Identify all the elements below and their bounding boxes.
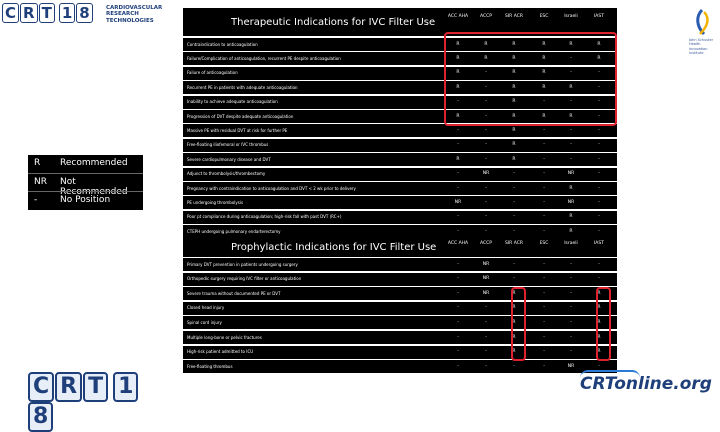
table-cell: - [543, 276, 545, 282]
table-cell: - [485, 199, 487, 205]
table-cell: R [597, 319, 601, 325]
table-cell: - [513, 214, 515, 220]
table-cell: - [485, 127, 487, 133]
table-cell: - [485, 363, 487, 369]
table-cell: R [569, 185, 573, 191]
table-row [183, 153, 617, 166]
table-cell: - [457, 228, 459, 234]
row-label: Free-floating thrombus [187, 363, 233, 369]
therapeutic-title: Therapeutic Indications for IVC Filter Use [231, 16, 436, 28]
column-header: ACC AHA [447, 14, 469, 19]
crtonline-name: CRTonline [580, 374, 674, 394]
table-cell: - [570, 349, 572, 355]
row-label: Closed head injury [187, 305, 225, 311]
table-cell: - [543, 290, 545, 296]
logo-letter: R [55, 372, 82, 402]
table-cell: R [542, 84, 546, 90]
table-cell: - [457, 363, 459, 369]
logo-letter: C [2, 3, 19, 23]
table-cell: - [513, 228, 515, 234]
institute-name: John Schuster Health Innovation Institute [689, 38, 714, 56]
table-cell: - [457, 276, 459, 282]
table-cell: R [456, 70, 460, 76]
row-label: Pregnancy with contraindication to anticoagulation and DVT < 2 wk prior to delivery [187, 185, 356, 191]
table-cell: - [485, 156, 487, 162]
table-cell: R [542, 41, 546, 47]
table-cell: NR [454, 199, 462, 205]
table-cell: - [570, 99, 572, 105]
crtonline-text [580, 374, 712, 394]
table-cell: R [512, 55, 516, 61]
row-label: Massive PE with residual DVT at risk for further PE [187, 127, 288, 133]
table-cell: R [569, 228, 573, 234]
table-cell: R [456, 41, 460, 47]
column-header: IAST [593, 241, 604, 246]
crtonline-logo [580, 370, 712, 400]
table-cell: NR [567, 199, 575, 205]
prophylactic-title: Prophylactic Indications for IVC Filter Use [231, 241, 437, 253]
logo-letter: 8 [28, 402, 53, 432]
row-label: Recurrent PE in patients with adequate anticoagulation [187, 84, 298, 90]
column-header: ACCP [480, 14, 492, 19]
table-cell: R [597, 349, 601, 355]
logo-tagline [106, 5, 162, 24]
row-label: Spinal cord injury [187, 319, 222, 325]
row-label: Orthopedic surgery requiring IVC filter or anticoagulation [187, 276, 302, 282]
table-cell: NR [482, 171, 490, 177]
table-row [183, 258, 617, 271]
row-label: Severe trauma without documented PE or DVT [187, 290, 281, 296]
table-cell: - [570, 55, 572, 61]
table-cell: - [513, 261, 515, 267]
table-cell: - [570, 305, 572, 311]
column-header: IAST [593, 14, 604, 19]
table-cell: R [512, 84, 516, 90]
table-cell: - [457, 185, 459, 191]
table-cell: - [543, 156, 545, 162]
table-row [183, 196, 617, 209]
table-cell: - [570, 319, 572, 325]
highlight-box-therapeutic [444, 32, 617, 126]
row-label: Failure of anticoagulation [187, 70, 238, 76]
column-header: ACCP [480, 241, 492, 246]
table-cell: R [512, 319, 516, 325]
column-header: Israeli [564, 241, 578, 246]
table-row [183, 302, 617, 315]
table-row [183, 168, 617, 181]
table-cell: - [570, 156, 572, 162]
table-row [183, 139, 617, 152]
table-cell: - [598, 156, 600, 162]
table-cell: NR [482, 290, 490, 296]
logo-letter: R [20, 3, 38, 23]
table-cell: - [485, 349, 487, 355]
row-label: Inability to achieve adequate anticoagulation [187, 99, 278, 105]
highlight-box-sir [511, 287, 526, 361]
table-cell: - [513, 185, 515, 191]
table-cell: - [457, 99, 459, 105]
table-cell: - [513, 171, 515, 177]
table-cell: - [598, 70, 600, 76]
prophylactic-header [183, 237, 617, 257]
table-cell: R [542, 113, 546, 119]
table-cell: - [485, 113, 487, 119]
table-cell: R [512, 113, 516, 119]
table-cell: - [570, 127, 572, 133]
highlight-box-iast [596, 287, 611, 361]
table-row [183, 124, 617, 137]
table-cell: - [543, 185, 545, 191]
table-row [183, 211, 617, 224]
legend-code: - [34, 195, 38, 205]
legend-code: R [34, 158, 41, 168]
logo-tagline-line: TECHNOLOGIES [106, 17, 154, 24]
row-label: Multiple long-bone or pelvic fractures [187, 334, 262, 340]
table-cell: - [543, 305, 545, 311]
row-label: CTEPH undergoing pulmonary endarterectomy [187, 228, 281, 234]
column-header: Israeli [564, 14, 578, 19]
table-cell: R [542, 55, 546, 61]
table-cell: - [457, 349, 459, 355]
table-cell: - [598, 276, 600, 282]
table-cell: R [569, 214, 573, 220]
table-cell: R [512, 99, 516, 105]
table-cell: - [485, 305, 487, 311]
legend-text: Recommended [60, 158, 128, 168]
table-row [183, 182, 617, 195]
table-cell: - [598, 214, 600, 220]
table-cell: - [598, 228, 600, 234]
legend-row [28, 155, 143, 171]
table-row [183, 360, 617, 373]
swoosh-icon [686, 8, 718, 38]
table-cell: - [543, 99, 545, 105]
table-cell: - [543, 363, 545, 369]
table-row [183, 273, 617, 286]
table-cell: - [598, 142, 600, 148]
table-cell: - [543, 228, 545, 234]
table-cell: - [598, 171, 600, 177]
table-cell: - [457, 127, 459, 133]
table-cell: - [543, 171, 545, 177]
table-cell: - [457, 171, 459, 177]
table-cell: - [543, 127, 545, 133]
table-cell: R [569, 113, 573, 119]
row-label: Severe cardiopulmonary disease and DVT [187, 156, 271, 162]
logo-letter: C [28, 372, 54, 402]
table-cell: - [457, 334, 459, 340]
row-label: Adjunct to thrombolysis/thrombectomy [187, 171, 266, 177]
column-header: ESC [539, 241, 549, 246]
table-cell: - [598, 113, 600, 119]
table-cell: R [456, 156, 460, 162]
column-header: ACC AHA [447, 241, 469, 246]
logo-tagline-line: RESEARCH [106, 11, 139, 18]
table-cell: R [512, 41, 516, 47]
table-cell: - [598, 185, 600, 191]
table-cell: R [512, 156, 516, 162]
table-cell: R [597, 290, 601, 296]
table-cell: R [512, 290, 516, 296]
row-label: Failure/Complication of anticoagulation, recurrent PE despite anticoagulation [187, 55, 341, 61]
table-row [183, 316, 617, 329]
table-cell: - [485, 334, 487, 340]
table-cell: R [569, 84, 573, 90]
table-cell: NR [567, 363, 575, 369]
table-cell: - [543, 261, 545, 267]
table-cell: - [598, 127, 600, 133]
table-cell: - [485, 185, 487, 191]
crtonline-suffix: .org [673, 374, 712, 394]
table-cell: - [457, 290, 459, 296]
table-cell: - [570, 290, 572, 296]
logo-letter: 1 [59, 3, 75, 23]
institute-logo [686, 8, 718, 58]
table-cell: - [485, 70, 487, 76]
table-cell: R [569, 41, 573, 47]
table-cell: NR [567, 171, 575, 177]
table-cell: R [512, 127, 516, 133]
table-cell: R [597, 55, 601, 61]
table-cell: - [513, 199, 515, 205]
table-cell: - [543, 142, 545, 148]
logo-letter: T [39, 3, 55, 23]
table-row [183, 331, 617, 344]
table-cell: NR [482, 276, 490, 282]
table-cell: - [598, 84, 600, 90]
table-cell: R [597, 41, 601, 47]
table-cell: - [570, 276, 572, 282]
table-cell: - [485, 99, 487, 105]
table-cell: - [513, 276, 515, 282]
legend-row [28, 191, 143, 208]
table-cell: R [484, 55, 488, 61]
table-cell: R [542, 70, 546, 76]
table-cell: - [570, 334, 572, 340]
table-cell: - [457, 142, 459, 148]
table-cell: - [543, 319, 545, 325]
table-cell: - [457, 319, 459, 325]
row-label: PE undergoing thrombolysis [187, 199, 244, 205]
logo-letter: T [83, 372, 108, 402]
row-label: Contraindication to anticoagulation [187, 41, 258, 47]
table-cell: - [457, 305, 459, 311]
table-cell: R [597, 305, 601, 311]
table-cell: R [597, 334, 601, 340]
table-cell: - [485, 319, 487, 325]
table-cell: R [456, 113, 460, 119]
table-cell: NR [482, 261, 490, 267]
legend-row [28, 173, 143, 197]
column-header: SIR ACR [504, 14, 523, 19]
table-cell: - [543, 199, 545, 205]
row-label: Poor pt compliance during anticoagulation; high-risk fall with past DVT (RC+) [187, 214, 342, 220]
row-label: Progression of DVT despite adequate anticoagulation [187, 113, 294, 119]
table-row [183, 346, 617, 359]
table-cell: - [485, 84, 487, 90]
row-label: Free-floating iliofemoral or IVC thrombus [187, 142, 269, 148]
row-label: High-risk patient admitted to ICU [187, 349, 254, 355]
table-cell: - [598, 99, 600, 105]
table-cell: - [485, 228, 487, 234]
table-cell: R [512, 334, 516, 340]
table-cell: - [485, 214, 487, 220]
row-label: Primary DVT prevention in patients undergoing surgery [187, 261, 298, 267]
legend-code: NR [34, 177, 47, 187]
table-cell: - [543, 334, 545, 340]
logo-letter: 1 [113, 372, 138, 402]
table-cell: - [543, 214, 545, 220]
table-cell: - [457, 214, 459, 220]
legend [28, 155, 143, 210]
table-cell: R [512, 70, 516, 76]
table-cell: - [513, 363, 515, 369]
table-cell: - [543, 349, 545, 355]
table-cell: - [598, 199, 600, 205]
logo-letter: 8 [76, 3, 92, 23]
logo-tagline-line: CARDIOVASCULAR [106, 5, 163, 11]
table-cell: - [485, 142, 487, 148]
table-cell: R [512, 349, 516, 355]
table-cell: - [570, 70, 572, 76]
table-cell: - [570, 261, 572, 267]
legend-text: Not Recommended [60, 177, 128, 197]
table-cell: R [456, 55, 460, 61]
crt18-logo [2, 3, 163, 27]
table-cell: R [512, 305, 516, 311]
table-cell: - [598, 261, 600, 267]
table-cell: R [512, 142, 516, 148]
table-cell: - [457, 261, 459, 267]
column-header: ESC [539, 14, 549, 19]
crt18-logo-bottom [28, 372, 148, 429]
table-row [183, 287, 617, 300]
table-cell: - [570, 142, 572, 148]
column-header: SIR ACR [504, 241, 523, 246]
table-cell: R [484, 41, 488, 47]
legend-text: No Position [60, 195, 111, 205]
table-cell: - [598, 363, 600, 369]
table-cell: R [456, 84, 460, 90]
